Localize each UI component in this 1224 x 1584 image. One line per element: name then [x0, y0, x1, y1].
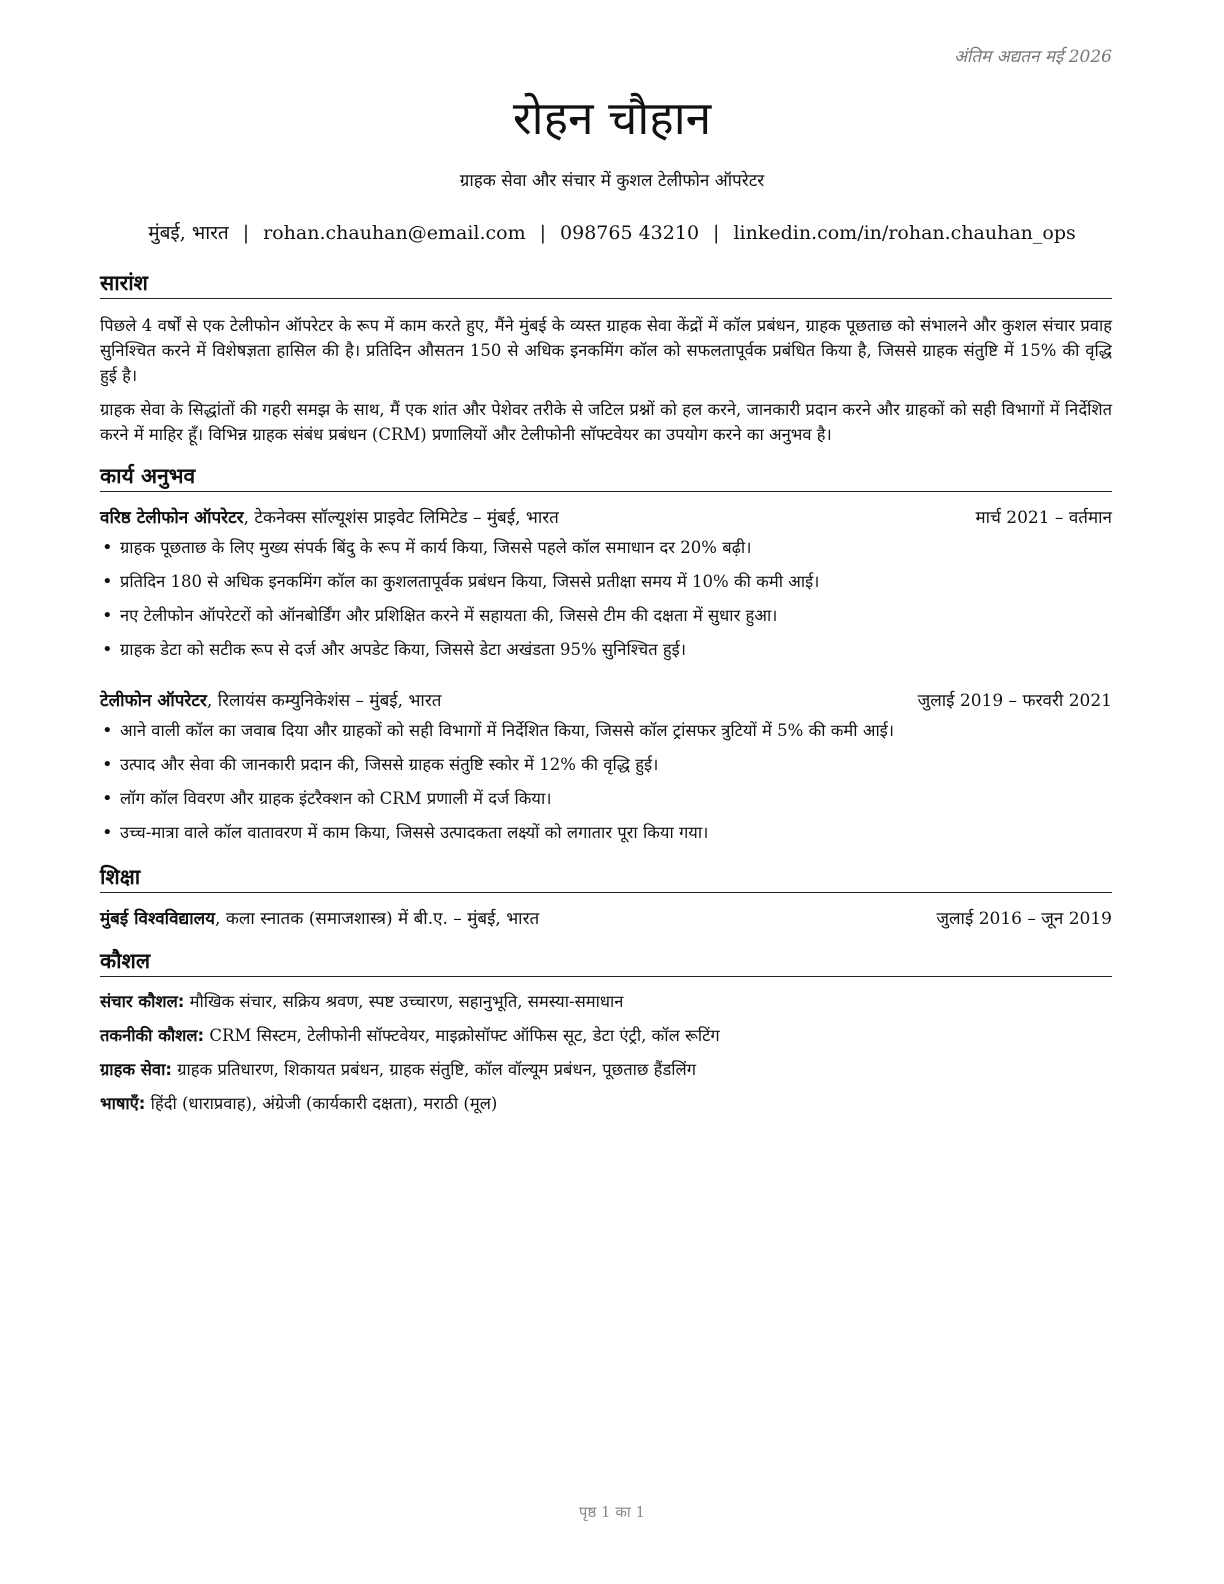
skill-label: ग्राहक सेवा:	[100, 1060, 172, 1079]
section-heading-experience: कार्य अनुभव	[100, 463, 1112, 492]
contact-linkedin[interactable]: linkedin.com/in/rohan.chauhan_ops	[733, 222, 1076, 244]
education-entry	[100, 907, 1112, 931]
summary-paragraph: ग्राहक सेवा के सिद्धांतों की गहरी समझ के साथ, मैं एक शांत और पेशेवर तरीके से जटिल प्रश्नों को हल करने, जानकारी प्रदान करने और ग्राहकों को सही विभागों में निर्देशित करने में माहिर हूँ। विभिन्न ग्राहक संबंध प्रबंधन (CRM) प्रणालियों और टेलीफोनी सॉफ्टवेयर का उपयोग करने का अनुभव है।	[100, 400, 1112, 444]
contact-line	[0, 219, 1224, 245]
job-bullets	[100, 536, 1112, 672]
list-item: • लॉग कॉल विवरण और ग्राहक इंटरैक्शन को CRM प्रणाली में दर्ज किया।	[100, 787, 1112, 821]
candidate-name: रोहन चौहान	[512, 91, 712, 145]
job-dates: जुलाई 2019 – फरवरी 2021	[917, 691, 1112, 711]
job-title: टेलीफोन ऑपरेटर	[100, 691, 207, 711]
last-updated: अंतिम अद्यतन मई 2026	[953, 47, 1112, 67]
job-title-line	[100, 689, 441, 713]
job-header	[100, 506, 1112, 530]
contact-separator: |	[242, 222, 250, 244]
contact-email[interactable]: rohan.chauhan@email.com	[263, 222, 526, 244]
job-company: , टेकनेक्स सॉल्यूशंस प्राइवेट लिमिटेड – मुंबई, भारत	[243, 508, 559, 528]
job-title-line	[100, 506, 559, 530]
list-item: • आने वाली कॉल का जवाब दिया और ग्राहकों को सही विभागों में निर्देशित किया, जिससे कॉल ट्रांसफर त्रुटियों में 5% की कमी आई।	[100, 719, 1112, 753]
job-title: वरिष्ठ टेलीफोन ऑपरेटर	[100, 508, 244, 528]
education-title-line	[100, 907, 539, 931]
job-header	[100, 689, 1112, 713]
list-item: • उच्च-मात्रा वाले कॉल वातावरण में काम किया, जिससे उत्पादकता लक्ष्यों को लगातार पूरा किया गया।	[100, 821, 1112, 855]
skill-line	[100, 1024, 1112, 1048]
job-bullets	[100, 719, 1112, 855]
list-item: • प्रतिदिन 180 से अधिक इनकमिंग कॉल का कुशलतापूर्वक प्रबंधन किया, जिससे प्रतीक्षा समय में 10% की कमी आई।	[100, 570, 1112, 604]
section-heading-summary: सारांश	[100, 270, 1112, 299]
education-institution: मुंबई विश्वविद्यालय	[100, 909, 216, 929]
contact-separator: |	[539, 222, 547, 244]
job-company: , रिलायंस कम्युनिकेशंस – मुंबई, भारत	[206, 691, 442, 711]
page-number: पृष्ठ 1 का 1	[578, 1503, 646, 1521]
list-item: • उत्पाद और सेवा की जानकारी प्रदान की, जिससे ग्राहक संतुष्टि स्कोर में 12% की वृद्धि हुई।	[100, 753, 1112, 787]
education-dates: जुलाई 2016 – जून 2019	[936, 909, 1112, 929]
skill-line	[100, 990, 1112, 1014]
skill-line	[100, 1058, 1112, 1082]
skill-value: ग्राहक प्रतिधारण, शिकायत प्रबंधन, ग्राहक संतुष्टि, कॉल वॉल्यूम प्रबंधन, पूछताछ हैंडलिंग	[171, 1060, 697, 1079]
skill-label: भाषाएँ:	[100, 1094, 146, 1113]
summary-paragraph: पिछले 4 वर्षों से एक टेलीफोन ऑपरेटर के रूप में काम करते हुए, मैंने मुंबई के व्यस्त ग्राहक सेवा केंद्रों में कॉल प्रबंधन, ग्राहक पूछताछ को संभालने और कुशल संचार प्रवाह सुनिश्चित करने में विशेषज्ञता हासिल की है। प्रतिदिन औसतन 150 से अधिक इनकमिंग कॉल को सफलतापूर्वक प्रबंधित किया है, जिससे ग्राहक संतुष्टि में 15% की वृद्धि हुई है।	[100, 316, 1112, 385]
contact-phone: 098765 43210	[560, 222, 700, 244]
skill-label: तकनीकी कौशल:	[100, 1026, 205, 1045]
list-item: • ग्राहक पूछताछ के लिए मुख्य संपर्क बिंदु के रूप में कार्य किया, जिससे पहले कॉल समाधान दर 20% बढ़ी।	[100, 536, 1112, 570]
skill-value: CRM सिस्टम, टेलीफोनी सॉफ्टवेयर, माइक्रोसॉफ्ट ऑफिस सूट, डेटा एंट्री, कॉल रूटिंग	[204, 1026, 720, 1045]
section-heading-skills: कौशल	[100, 948, 1112, 977]
tagline: ग्राहक सेवा और संचार में कुशल टेलीफोन ऑपरेटर	[459, 171, 765, 191]
skill-line	[100, 1092, 1112, 1116]
contact-separator: |	[713, 222, 720, 244]
skill-label: संचार कौशल:	[100, 992, 185, 1011]
job-dates: मार्च 2021 – वर्तमान	[975, 508, 1112, 528]
list-item: • ग्राहक डेटा को सटीक रूप से दर्ज और अपडेट किया, जिससे डेटा अखंडता 95% सुनिश्चित हुई।	[100, 638, 1112, 672]
contact-location: मुंबई, भारत	[148, 222, 229, 244]
education-degree: , कला स्नातक (समाजशास्त्र) में बी.ए. – मुंबई, भारत	[215, 909, 540, 929]
list-item: • नए टेलीफोन ऑपरेटरों को ऑनबोर्डिंग और प्रशिक्षित करने में सहायता की, जिससे टीम की दक्षता में सुधार हुआ।	[100, 604, 1112, 638]
section-heading-education: शिक्षा	[100, 864, 1112, 893]
skill-value: मौखिक संचार, सक्रिय श्रवण, स्पष्ट उच्चारण, सहानुभूति, समस्या-समाधान	[184, 992, 624, 1011]
skill-value: हिंदी (धाराप्रवाह), अंग्रेजी (कार्यकारी दक्षता), मराठी (मूल)	[145, 1094, 498, 1113]
